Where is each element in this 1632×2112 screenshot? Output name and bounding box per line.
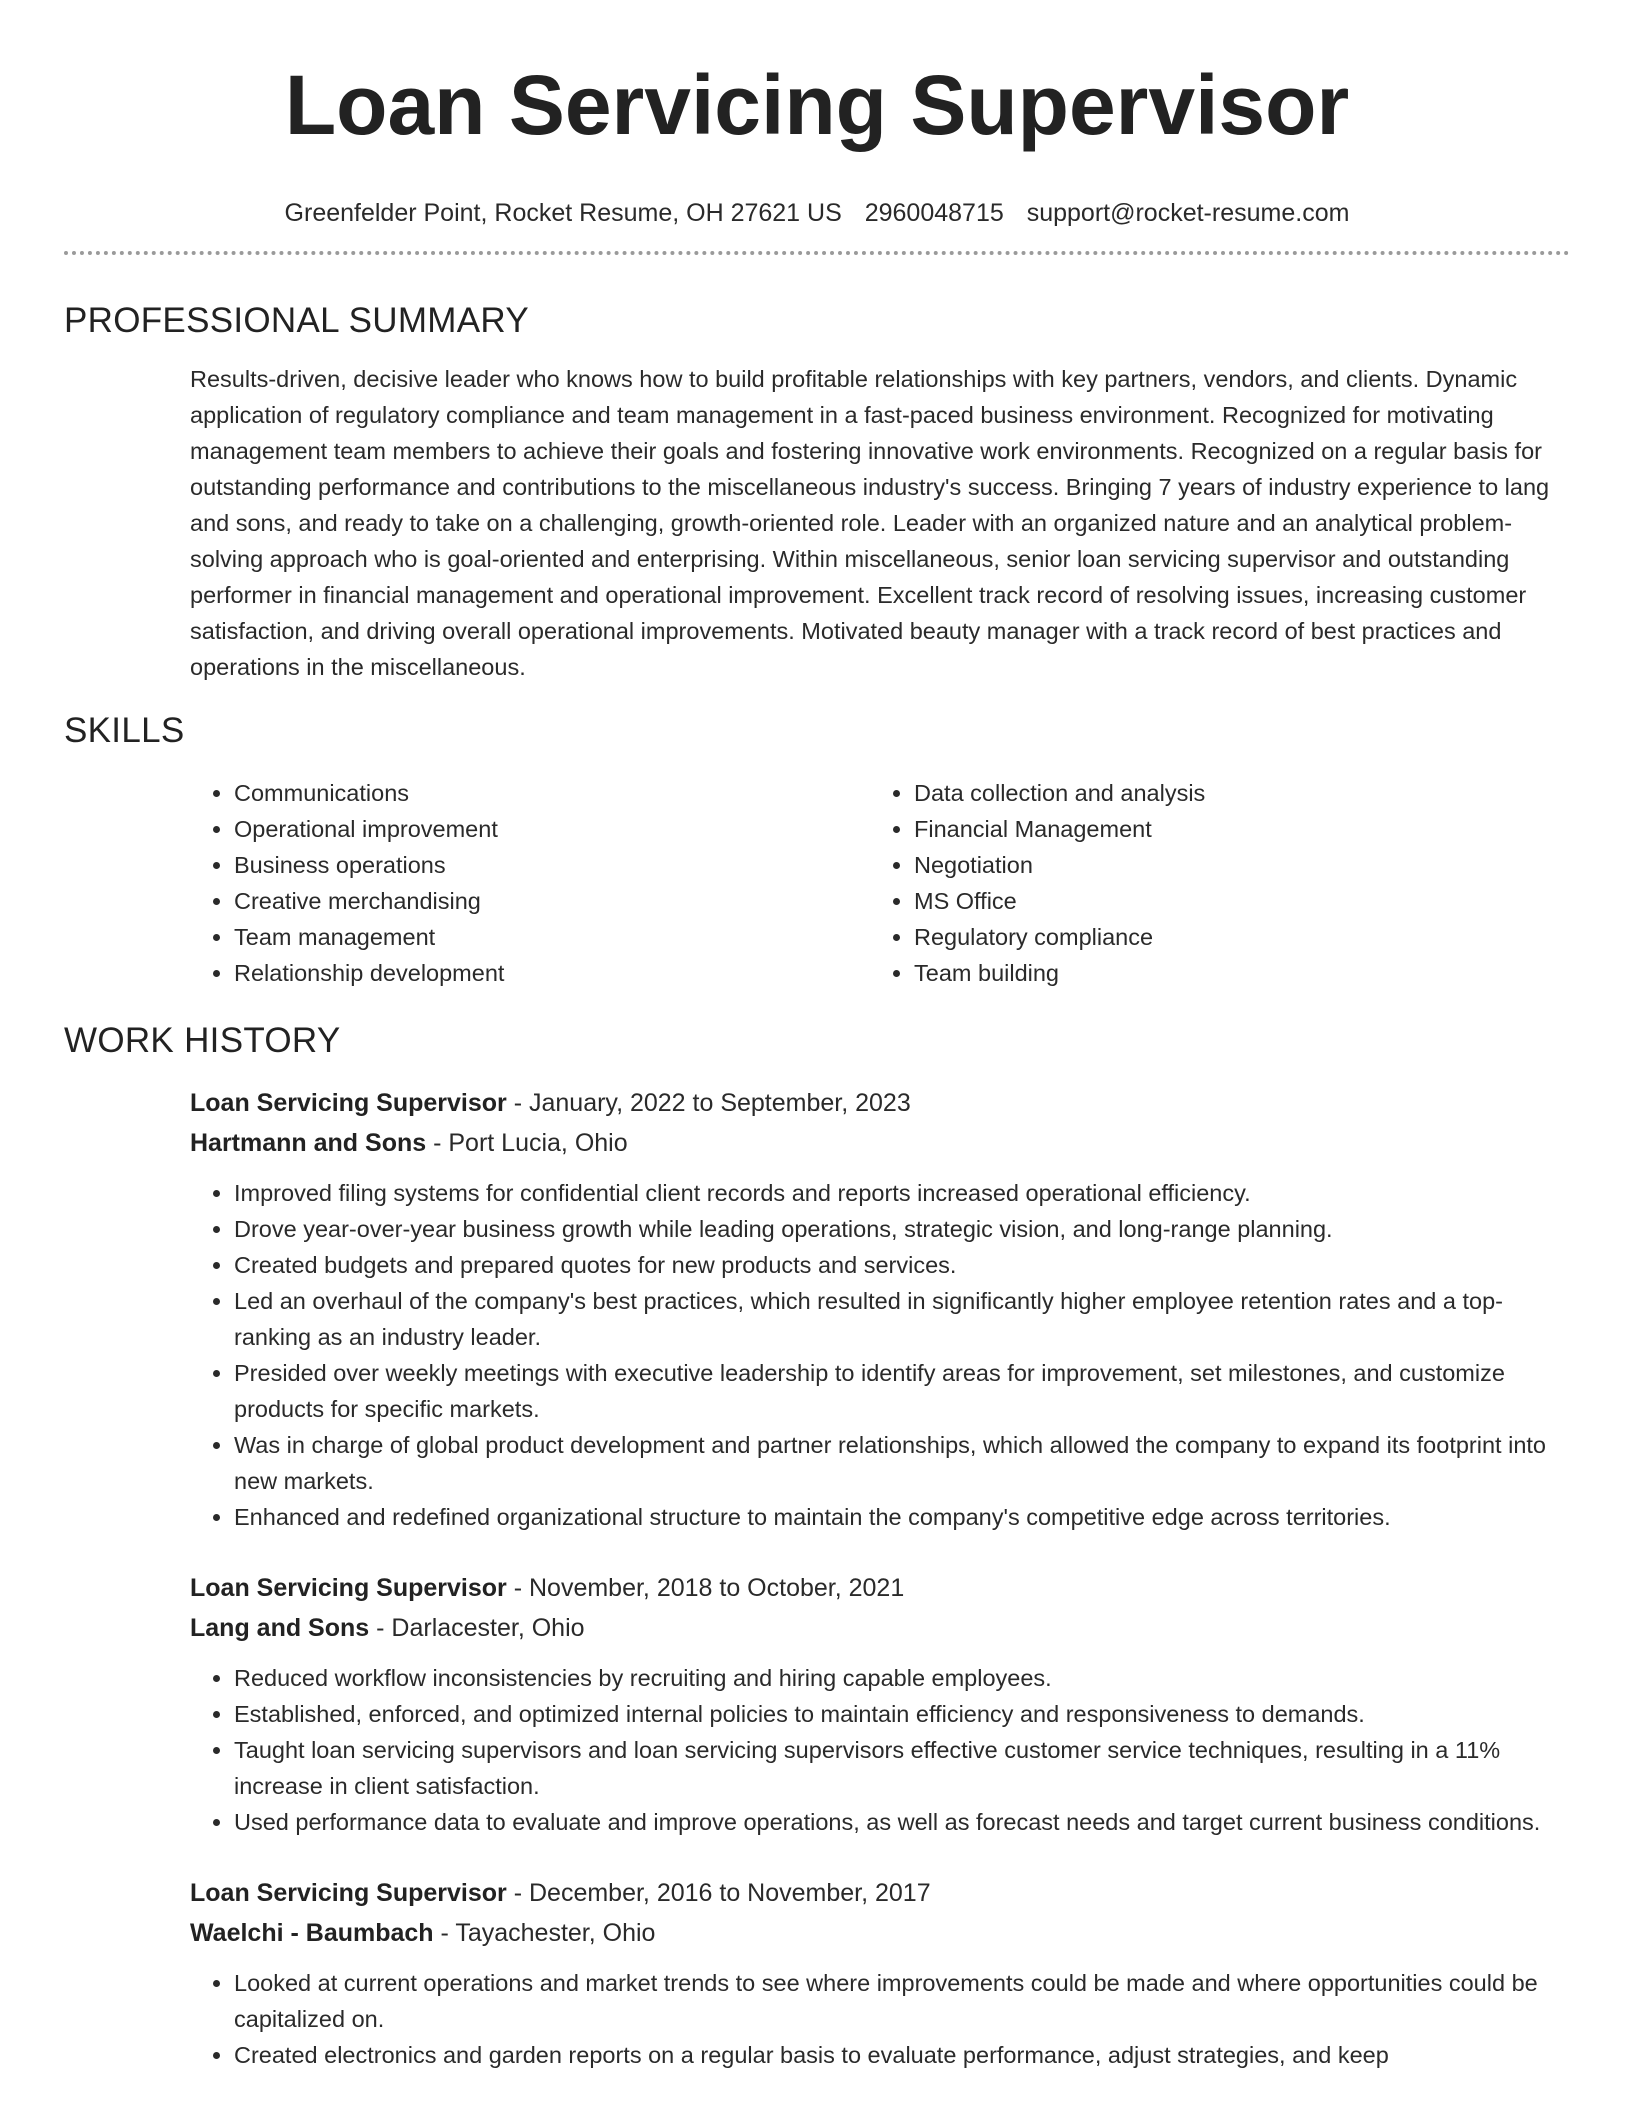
contact-phone: 2960048715 <box>864 199 1004 227</box>
job-title-line <box>190 1083 1570 1123</box>
job-bullet: • Led an overhaul of the company's best practices, which resulted in significantly higher employee retention rates and a top-ranking as an industry leader. <box>234 1283 1570 1355</box>
skills-column-right <box>870 775 1550 991</box>
job-title-line <box>190 1873 1570 1913</box>
summary-text: Results-driven, decisive leader who knows how to build profitable relationships with key partners, vendors, and clients. Dynamic application of regulatory compliance and team management in a fast-paced business environment. Recognized for motivating management team members to achieve their goals and fostering innovative work environments. Recognized on a regular basis for outstanding performance and contributions to the miscellaneous industry's success. Bringing 7 years of industry experience to lang and sons, and ready to take on a challenging, growth-oriented role. Leader with an organized nature and an analytical problem-solving approach who is goal-oriented and enterprising. Within miscellaneous, senior loan servicing supervisor and outstanding performer in financial management and operational improvement. Excellent track record of resolving issues, increasing customer satisfaction, and driving overall operational improvements. Motivated beauty manager with a track record of best practices and operations in the miscellaneous. <box>190 366 1550 680</box>
job-entry <box>190 1568 1570 1840</box>
job-title: Loan Servicing Supervisor <box>190 1879 507 1907</box>
skill-item: • Business operations <box>234 847 870 883</box>
skill-item: • Regulatory compliance <box>914 919 1550 955</box>
job-bullet: • Created budgets and prepared quotes for new products and services. <box>234 1247 1570 1283</box>
job-dates: - November, 2018 to October, 2021 <box>506 1574 905 1602</box>
job-bullet: • Established, enforced, and optimized internal policies to maintain efficiency and responsiveness to demands. <box>234 1696 1570 1732</box>
contact-email: support@rocket-resume.com <box>1026 199 1350 227</box>
job-company: Waelchi - Baumbach <box>190 1919 434 1947</box>
job-company: Lang and Sons <box>190 1614 370 1642</box>
job-location: - Darlacester, Ohio <box>369 1614 585 1642</box>
job-bullet: • Created electronics and garden reports on a regular basis to evaluate performance, adjust strategies, and keep <box>234 2037 1570 2073</box>
job-title: Loan Servicing Supervisor <box>190 1574 507 1602</box>
skills-section-title: SKILLS <box>64 711 185 750</box>
job-title: Loan Servicing Supervisor <box>190 1089 507 1117</box>
skill-item: • Team building <box>914 955 1550 991</box>
job-company-line <box>190 1123 1570 1163</box>
skill-item: • Creative merchandising <box>234 883 870 919</box>
job-entry <box>190 1873 1570 2073</box>
job-bullet: • Drove year-over-year business growth while leading operations, strategic vision, and long-range planning. <box>234 1211 1570 1247</box>
resume-page <box>64 0 1570 2073</box>
resume-name-heading: Loan Servicing Supervisor <box>284 58 1350 152</box>
job-entry <box>190 1083 1570 1535</box>
skill-item: • Communications <box>234 775 870 811</box>
header-divider <box>64 251 1570 255</box>
contact-address: Greenfelder Point, Rocket Resume, OH 27621 US <box>284 199 842 227</box>
job-bullet: • Looked at current operations and market trends to see where improvements could be made and where opportunities could be capitalized on. <box>234 1965 1570 2037</box>
work-history-section-title: WORK HISTORY <box>64 1021 341 1060</box>
skills-list <box>190 775 1570 991</box>
skill-item: • MS Office <box>914 883 1550 919</box>
skills-column-left <box>190 775 870 991</box>
job-company-line <box>190 1608 1570 1648</box>
skill-item: • Team management <box>234 919 870 955</box>
job-dates: - December, 2016 to November, 2017 <box>506 1879 931 1907</box>
job-bullets <box>190 1965 1570 2073</box>
job-bullet: • Reduced workflow inconsistencies by recruiting and hiring capable employees. <box>234 1660 1570 1696</box>
job-bullet: • Improved filing systems for confidential client records and reports increased operational efficiency. <box>234 1175 1570 1211</box>
skill-item: • Operational improvement <box>234 811 870 847</box>
skill-item: • Negotiation <box>914 847 1550 883</box>
job-company-line <box>190 1913 1570 1953</box>
job-bullet: • Taught loan servicing supervisors and loan servicing supervisors effective customer service techniques, resulting in a 11% increase in client satisfaction. <box>234 1732 1570 1804</box>
job-title-line <box>190 1568 1570 1608</box>
job-bullets <box>190 1175 1570 1535</box>
job-location: - Tayachester, Ohio <box>433 1919 656 1947</box>
skill-item: • Data collection and analysis <box>914 775 1550 811</box>
job-company: Hartmann and Sons <box>190 1129 427 1157</box>
contact-line <box>64 197 1570 229</box>
summary-section-title: PROFESSIONAL SUMMARY <box>64 301 529 340</box>
job-bullet: • Used performance data to evaluate and improve operations, as well as forecast needs and target current business conditions. <box>234 1804 1570 1840</box>
job-bullets <box>190 1660 1570 1840</box>
job-bullet: • Was in charge of global product development and partner relationships, which allowed the company to expand its footprint into new markets. <box>234 1427 1570 1499</box>
skill-item: • Relationship development <box>234 955 870 991</box>
skill-item: • Financial Management <box>914 811 1550 847</box>
job-bullet: • Presided over weekly meetings with executive leadership to identify areas for improvement, set milestones, and customize products for specific markets. <box>234 1355 1570 1427</box>
job-location: - Port Lucia, Ohio <box>426 1129 628 1157</box>
job-bullet: • Enhanced and redefined organizational structure to maintain the company's competitive edge across territories. <box>234 1499 1570 1535</box>
job-dates: - January, 2022 to September, 2023 <box>506 1089 911 1117</box>
